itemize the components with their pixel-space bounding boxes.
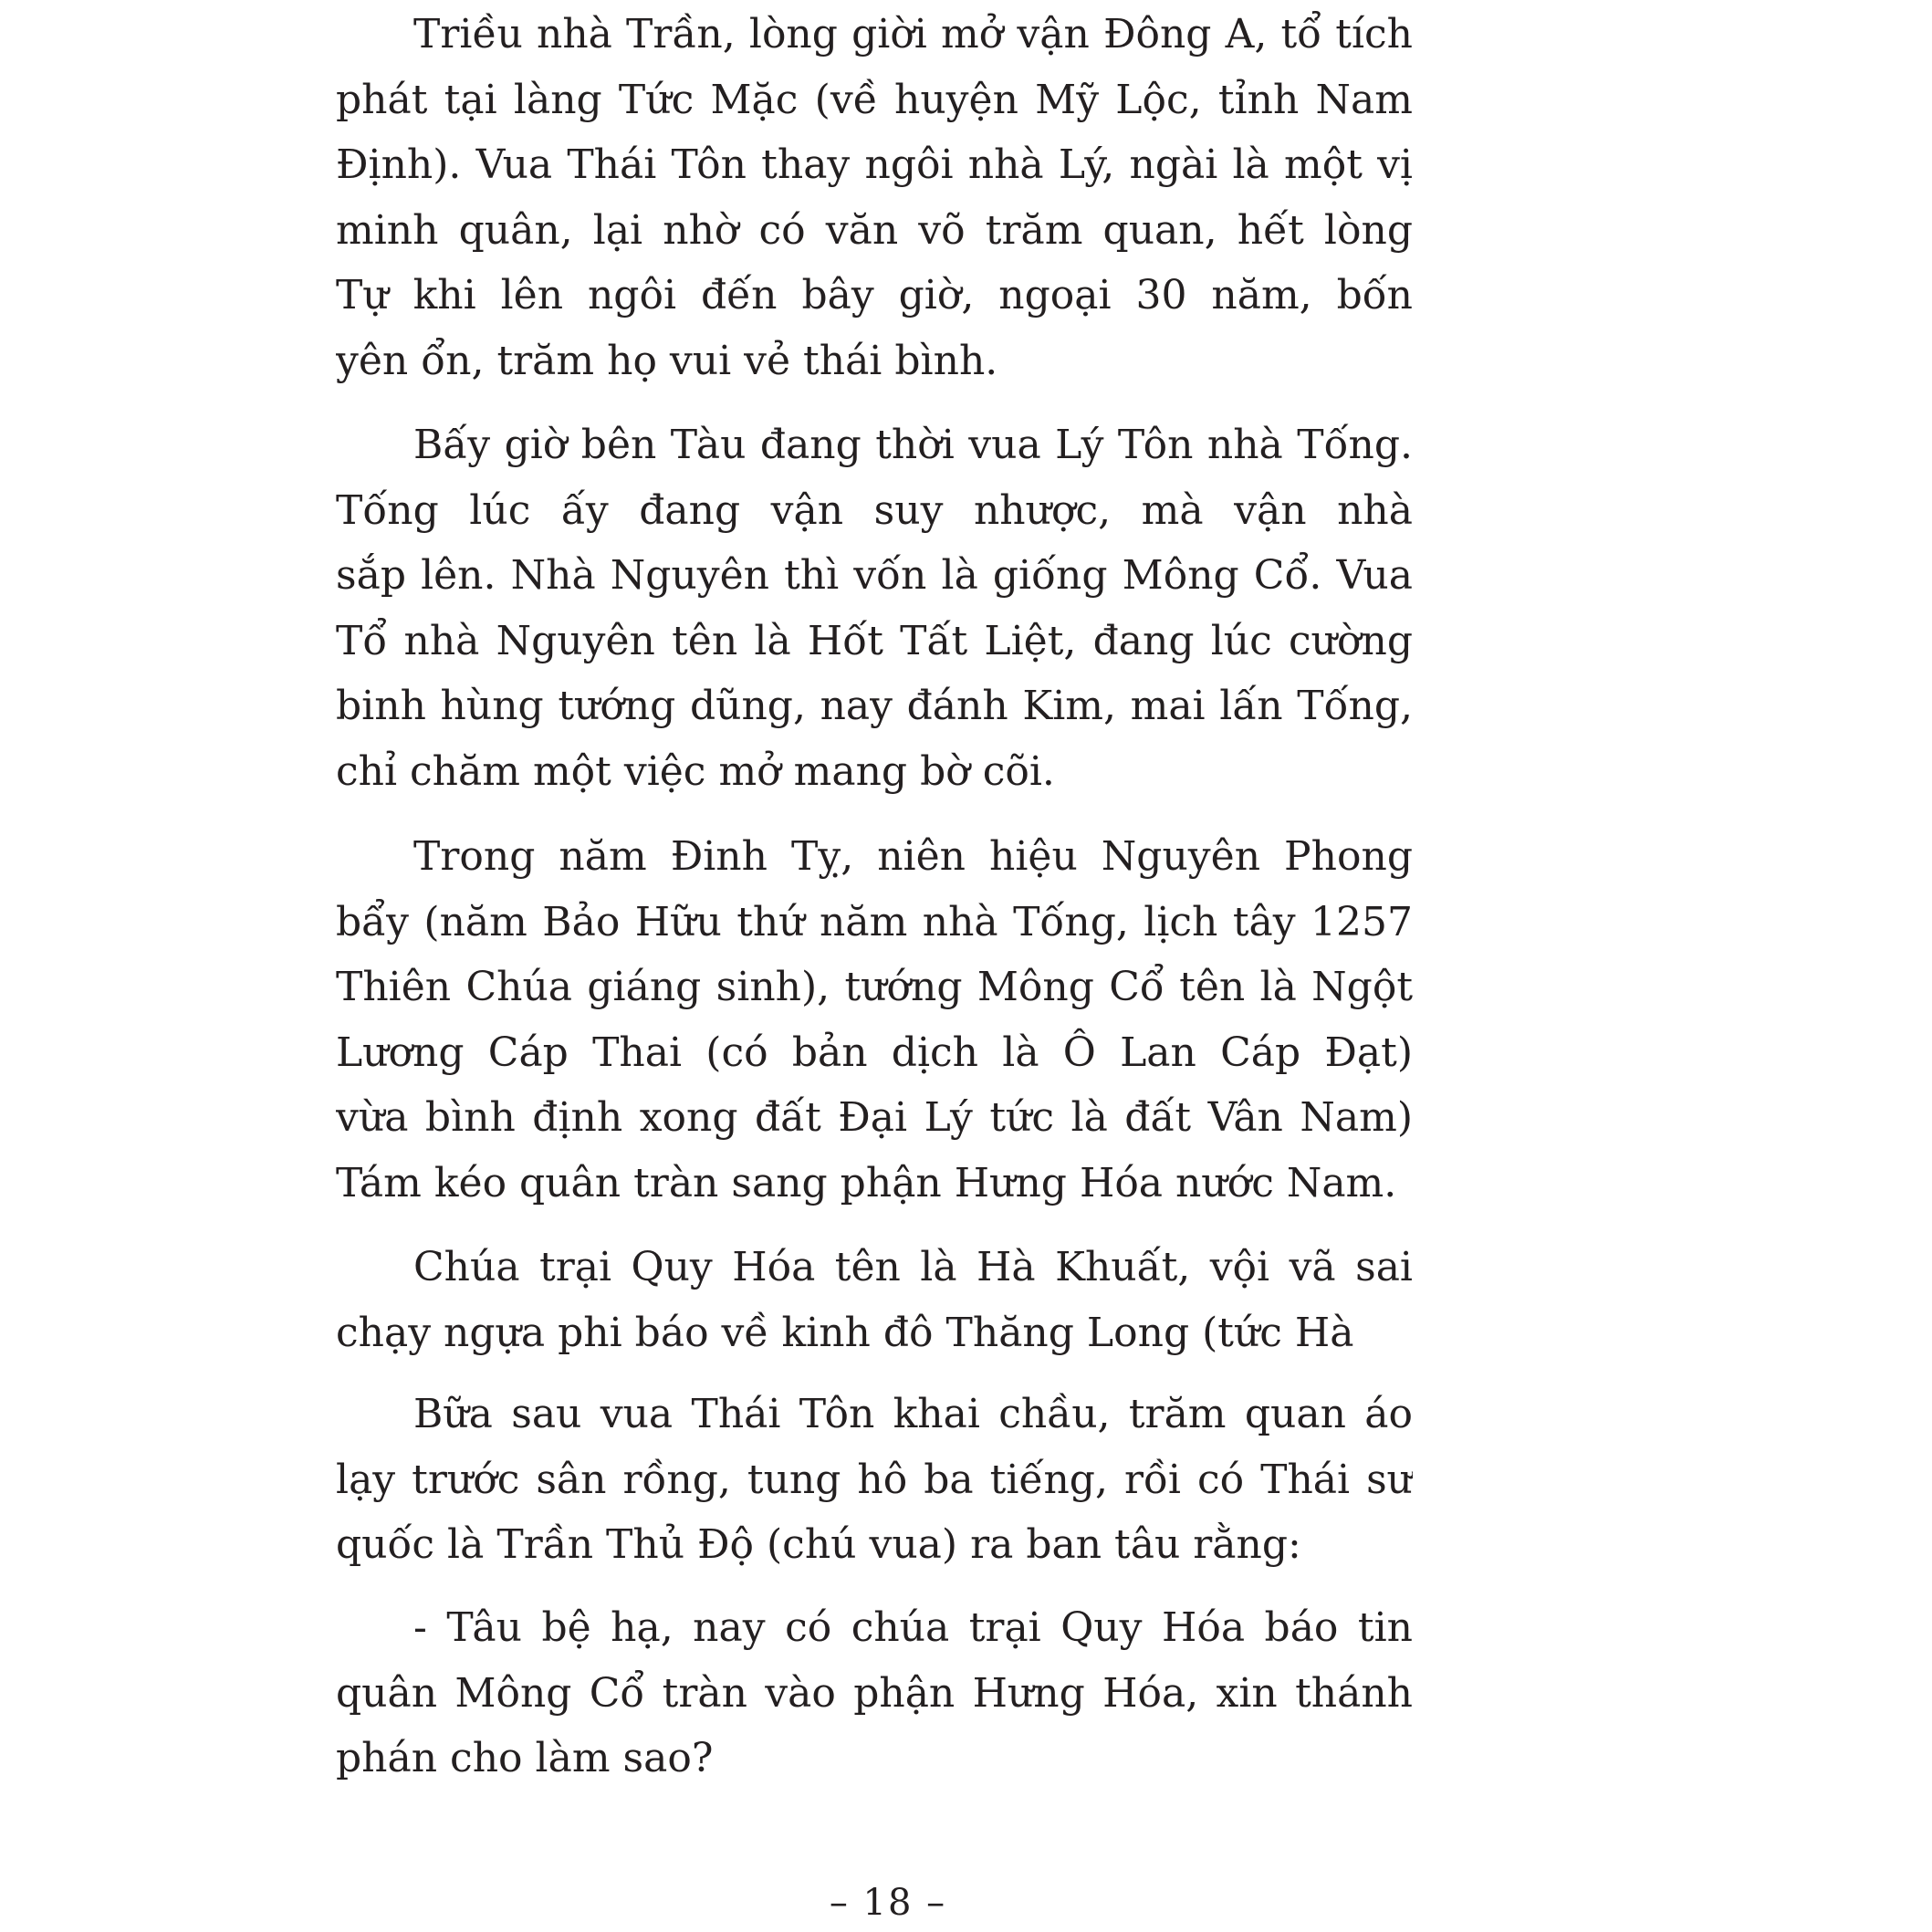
- text-line: vừa bình định xong đất Đại Lý tức là đất Vân Nam): [336, 1094, 1413, 1141]
- text-line: phán cho làm sao?: [336, 1735, 714, 1781]
- text-line: Trong năm Đinh Tỵ, niên hiệu Nguyên Phong: [413, 833, 1413, 880]
- text-line: Tống lúc ấy đang vận suy nhược, mà vận nhà: [336, 486, 1413, 534]
- text-line: Lương Cáp Thai (có bản dịch là Ô Lan Cáp Đạt): [336, 1029, 1413, 1076]
- paragraph-4: [336, 1235, 1413, 1365]
- text-line: sắp lên. Nhà Nguyên thì vốn là giống Mông Cổ. Vua: [336, 552, 1413, 599]
- text-line: Tự khi lên ngôi đến bây giờ, ngoại 30 năm, bốn: [336, 272, 1413, 319]
- text-line: chạy ngựa phi báo về kinh đô Thăng Long (tức Hà: [336, 1309, 1354, 1356]
- text-line: binh hùng tướng dũng, nay đánh Kim, mai lấn Tống,: [336, 683, 1413, 729]
- page-number: – 18 –: [829, 1882, 947, 1924]
- text-line: Triều nhà Trần, lòng giời mở vận Đông A, tổ tích: [413, 11, 1413, 57]
- text-line: quốc là Trần Thủ Độ (chú vua) ra ban tâu rằng:: [336, 1521, 1301, 1568]
- text-line: bẩy (năm Bảo Hữu thứ năm nhà Tống, lịch tây 1257: [336, 898, 1413, 945]
- paragraph-1: [336, 2, 1413, 393]
- paragraph-3: [336, 824, 1413, 1216]
- paragraph-6: [336, 1595, 1413, 1791]
- text-line: - Tâu bệ hạ, nay có chúa trại Quy Hóa báo tin: [413, 1604, 1413, 1651]
- text-line: Tám kéo quân tràn sang phận Hưng Hóa nước Nam.: [336, 1159, 1397, 1206]
- text-line: Bấy giờ bên Tàu đang thời vua Lý Tôn nhà Tống.: [413, 422, 1413, 468]
- text-line: yên ổn, trăm họ vui vẻ thái bình.: [336, 337, 998, 384]
- text-line: chỉ chăm một việc mở mang bờ cõi.: [336, 747, 1055, 795]
- text-line: Thiên Chúa giáng sinh), tướng Mông Cổ tên là Ngột: [336, 964, 1413, 1010]
- text-line: Tổ nhà Nguyên tên là Hốt Tất Liệt, đang lúc cường: [336, 617, 1413, 664]
- text-line: Định). Vua Thái Tôn thay ngôi nhà Lý, ngài là một vị: [336, 141, 1413, 188]
- text-line: minh quân, lại nhờ có văn võ trăm quan, hết lòng: [336, 206, 1413, 254]
- text-line: quân Mông Cổ tràn vào phận Hưng Hóa, xin thánh: [336, 1669, 1413, 1717]
- text-line: Chúa trại Quy Hóa tên là Hà Khuất, vội vã sai: [413, 1244, 1413, 1290]
- paragraph-2: [336, 413, 1413, 804]
- text-line: phát tại làng Tức Mặc (về huyện Mỹ Lộc, tỉnh Nam: [336, 76, 1413, 123]
- paragraph-5: [336, 1382, 1413, 1578]
- text-line: Bữa sau vua Thái Tôn khai chầu, trăm quan áo: [413, 1391, 1413, 1437]
- text-line: lạy trước sân rồng, tung hô ba tiếng, rồi có Thái sư: [336, 1456, 1413, 1503]
